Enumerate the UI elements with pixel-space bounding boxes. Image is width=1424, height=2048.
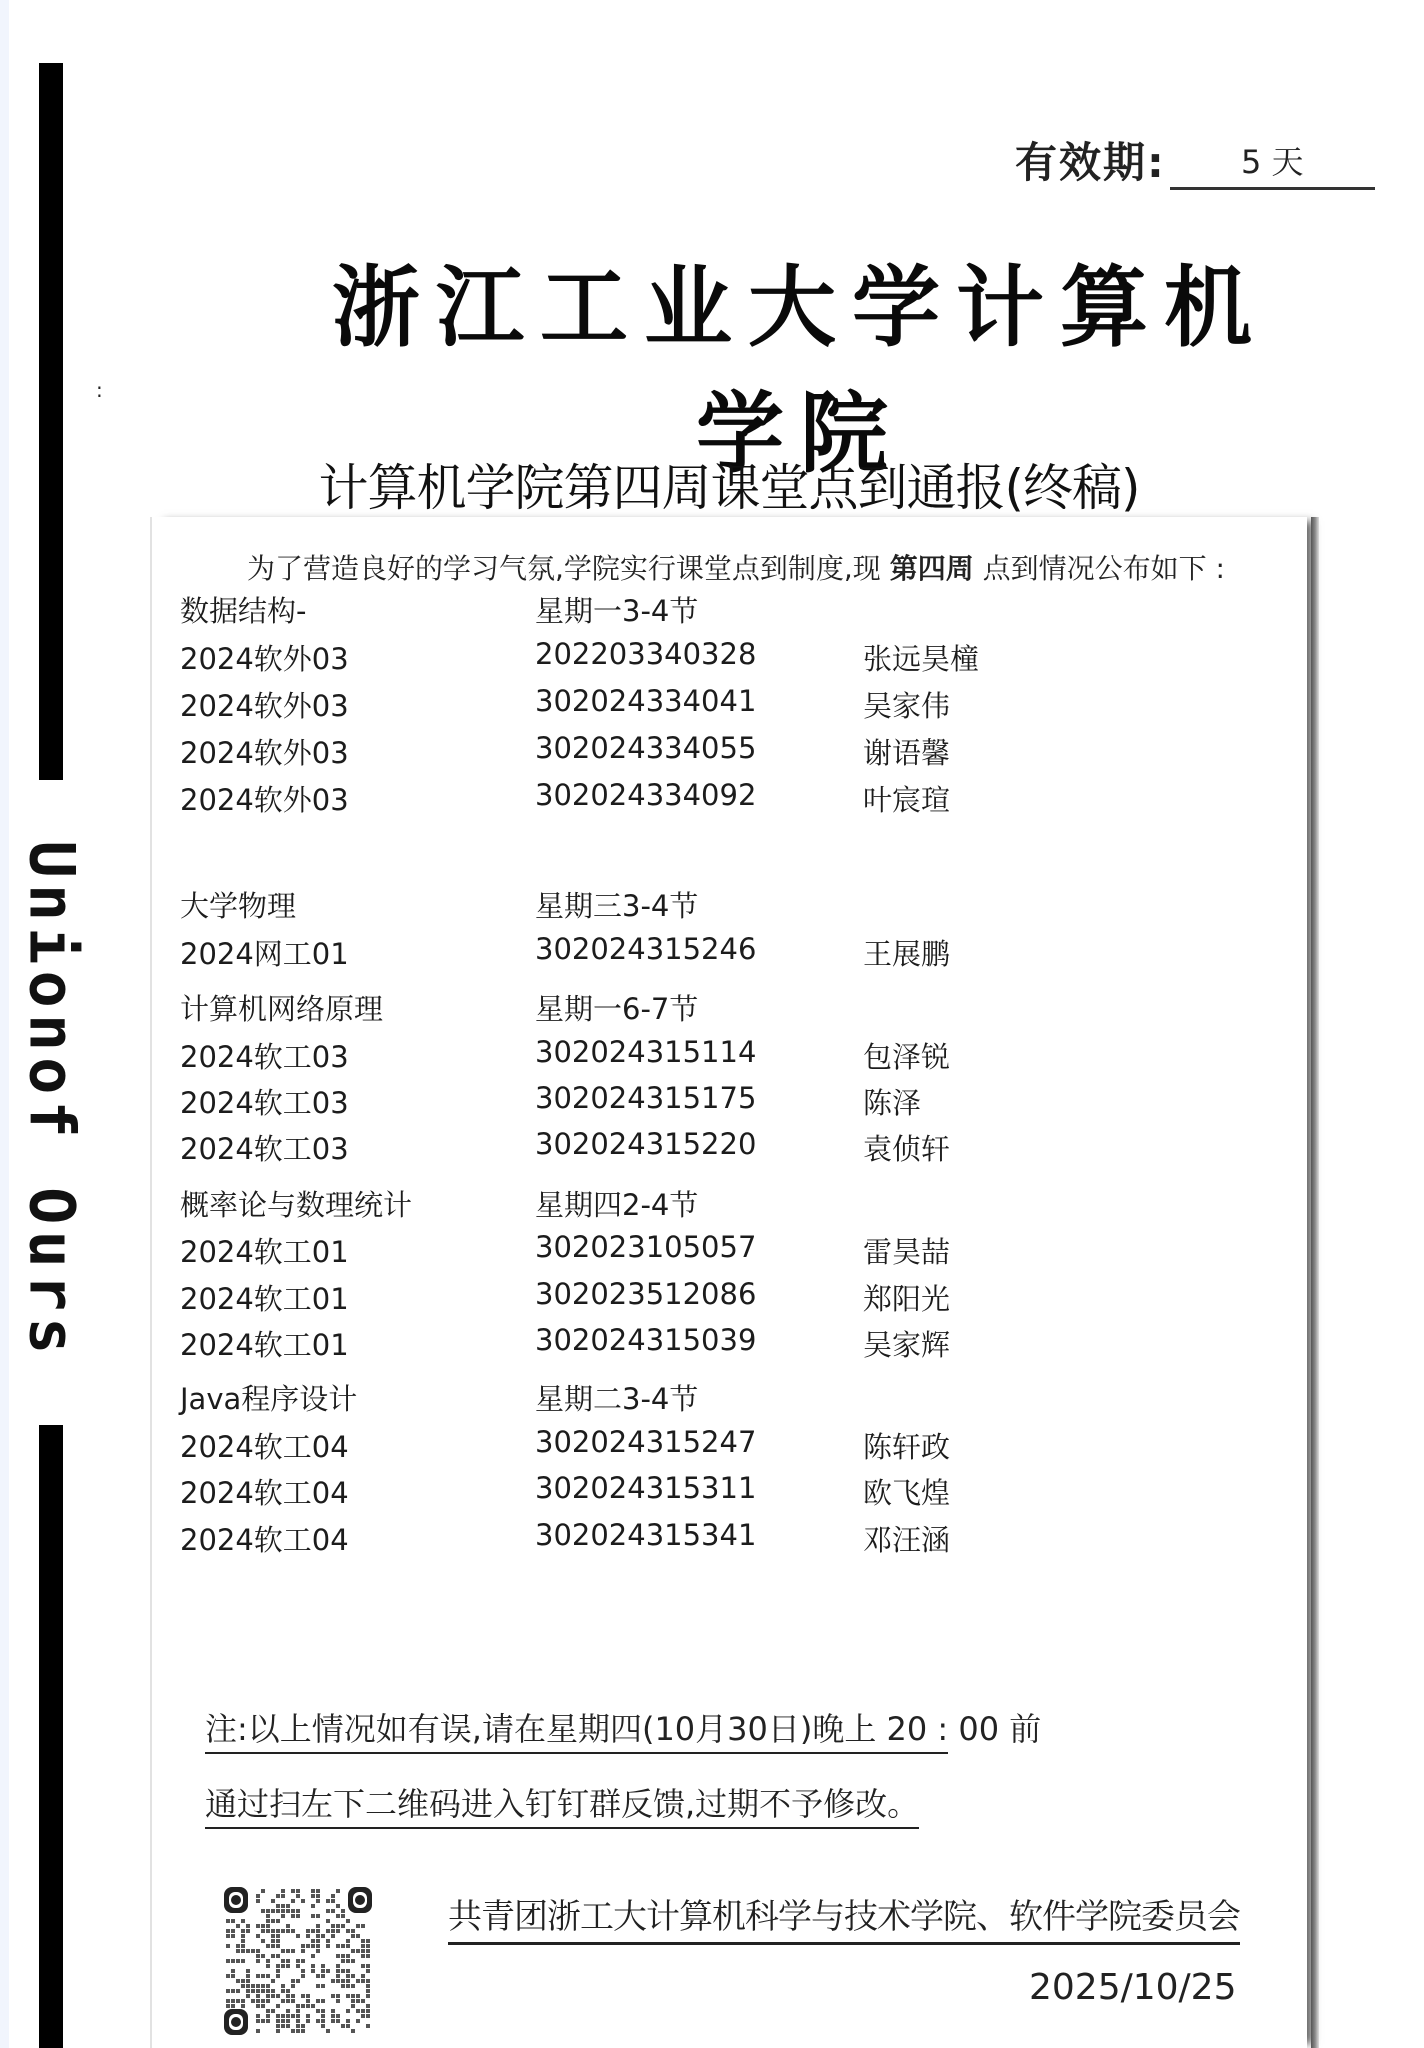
student-name: 袁侦轩	[863, 1132, 951, 1166]
course-name: 数据结构-	[180, 594, 307, 628]
student-name: 谢语馨	[863, 736, 951, 770]
student-name: 叶宸瑄	[863, 783, 951, 817]
student-id: 302024315247	[535, 1425, 757, 1459]
student-id: 302024315039	[535, 1323, 757, 1357]
spine-bar-top	[39, 63, 63, 780]
issue-date: 2025/10/25	[1029, 1967, 1237, 2008]
course-time: 星期二3-4节	[535, 1382, 699, 1416]
student-class: 2024软工03	[180, 1086, 349, 1120]
student-name: 郑阳光	[863, 1282, 951, 1316]
course-time: 星期三3-4节	[535, 889, 699, 923]
student-name: 张远昊橦	[863, 642, 980, 676]
course-name: 概率论与数理统计	[180, 1188, 413, 1222]
student-class: 2024软工04	[180, 1523, 349, 1557]
student-id: 302024334055	[535, 731, 757, 765]
page-edge	[0, 0, 9, 2048]
student-class: 2024软工01	[180, 1282, 349, 1316]
issuer-signature: 共青团浙工大计算机科学与技术学院、软件学院委员会	[448, 1889, 1240, 1945]
student-class: 2024软工04	[180, 1476, 349, 1510]
student-name: 吴家辉	[863, 1328, 951, 1362]
student-id: 302023105057	[535, 1230, 757, 1264]
student-name: 陈轩政	[863, 1430, 951, 1464]
course-time: 星期四2-4节	[535, 1188, 699, 1222]
course-time: 星期一6-7节	[535, 992, 699, 1026]
side-banner: Unionof Ours	[15, 840, 89, 1360]
student-name: 雷昊喆	[863, 1235, 951, 1269]
notice-sheet	[150, 517, 1307, 2048]
validity-value: 5 天	[1170, 137, 1375, 190]
student-class: 2024软外03	[180, 642, 349, 676]
validity-period	[1015, 130, 1375, 190]
validity-label: 有效期:	[1015, 138, 1166, 187]
student-id: 302024315311	[535, 1471, 757, 1505]
org-title: 浙江工业大学计算机学院	[331, 256, 1268, 485]
student-class: 2024软工04	[180, 1430, 349, 1464]
student-id: 302024315114	[535, 1035, 757, 1069]
student-class: 2024软工01	[180, 1328, 349, 1362]
student-id: 302024315341	[535, 1518, 757, 1552]
student-class: 2024软工01	[180, 1235, 349, 1269]
student-id: 202203340328	[535, 637, 757, 671]
note-line-1: 注:以上情况如有误,请在星期四(10月30日)晚上 20 : 00 前	[205, 1704, 1041, 1750]
course-name: Java程序设计	[180, 1382, 358, 1416]
spine-bar-bottom	[39, 1425, 63, 2048]
note-line-2: 通过扫左下二维码进入钉钉群反馈,过期不予修改。	[205, 1779, 919, 1825]
student-id: 302024334092	[535, 778, 757, 812]
student-id: 302024315175	[535, 1081, 757, 1115]
student-class: 2024软工03	[180, 1132, 349, 1166]
student-name: 欧飞煌	[863, 1476, 951, 1510]
week-highlight: 第四周	[889, 552, 974, 585]
student-name: 陈泽	[863, 1086, 922, 1120]
notice-title: 计算机学院第四周课堂点到通报(终稿)	[274, 448, 1184, 525]
student-name: 吴家伟	[863, 689, 951, 723]
student-class: 2024软外03	[180, 783, 349, 817]
course-name: 计算机网络原理	[180, 992, 384, 1026]
student-name: 王展鹏	[863, 937, 951, 971]
intro-paragraph: 为了营造良好的学习气氛,学院实行课堂点到制度,现 第四周 点到情况公布如下 :	[247, 552, 1225, 585]
student-name: 邓汪涵	[863, 1523, 951, 1557]
student-id: 302024315220	[535, 1127, 757, 1161]
student-id: 302024315246	[535, 932, 757, 966]
student-class: 2024软外03	[180, 736, 349, 770]
student-class: 2024软工03	[180, 1040, 349, 1074]
stray-colon: :	[96, 378, 103, 402]
qr-code-icon[interactable]	[222, 1885, 374, 2037]
student-id: 302023512086	[535, 1277, 757, 1311]
student-id: 302024334041	[535, 684, 757, 718]
student-class: 2024软外03	[180, 689, 349, 723]
student-class: 2024网工01	[180, 937, 349, 971]
course-time: 星期一3-4节	[535, 594, 699, 628]
student-name: 包泽锐	[863, 1040, 951, 1074]
course-name: 大学物理	[180, 889, 297, 923]
